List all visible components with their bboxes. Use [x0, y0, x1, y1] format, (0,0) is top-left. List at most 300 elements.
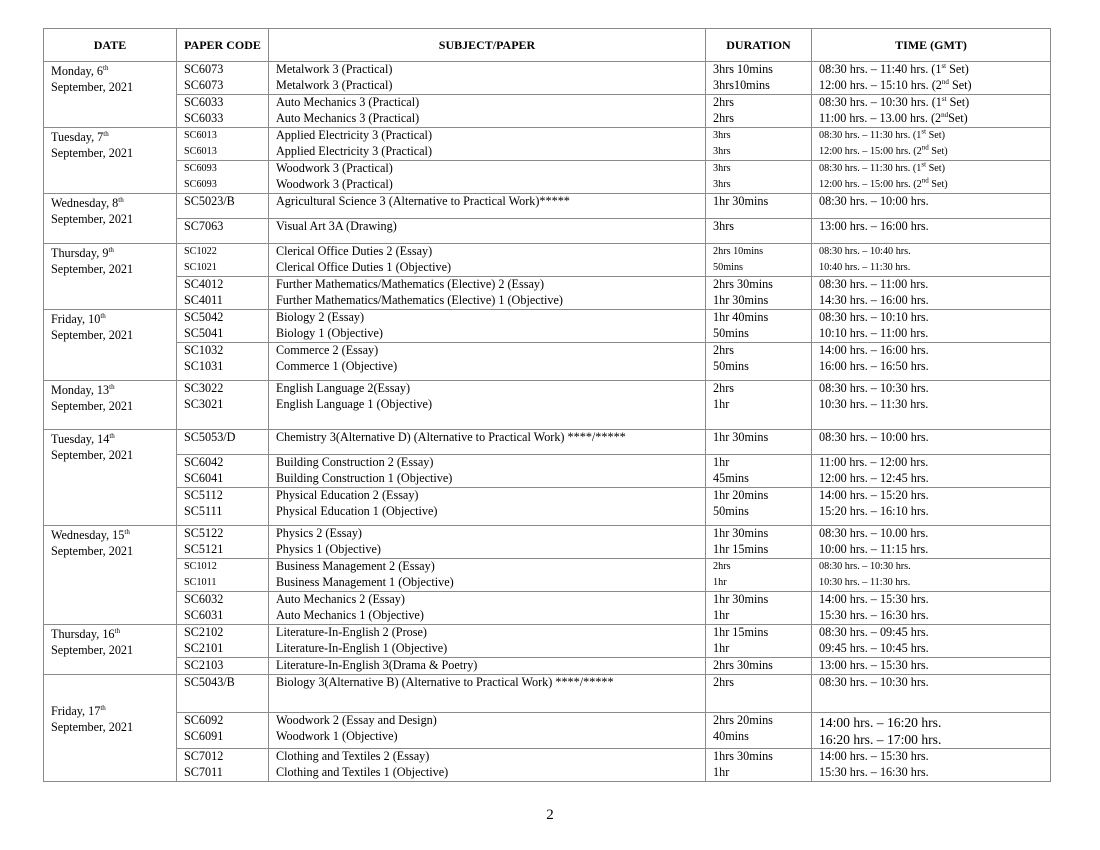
header-subject: SUBJECT/PAPER [269, 29, 706, 62]
time-range [819, 359, 1050, 375]
date-day [51, 703, 176, 719]
time-text: 08:30 hrs. – 10:30 hrs. [819, 381, 929, 395]
duration-value: 1hr 20mins [713, 488, 769, 502]
duration-cell [706, 526, 812, 559]
paper-code-cell [177, 277, 269, 310]
time-cell [812, 713, 1051, 749]
time-text: 12:00 hrs. – 12:45 hrs. [819, 470, 929, 485]
duration-value: 1hr 30mins [713, 430, 769, 444]
time-range [819, 144, 1050, 160]
paper-code: SC6092 [184, 713, 224, 727]
subject-name: Auto Mechanics 3 (Practical) [276, 110, 420, 125]
subject-name: Building Construction 1 (Objective) [276, 470, 453, 485]
date-month-year: September, 2021 [51, 544, 134, 558]
duration-cell [706, 161, 812, 194]
session-row [44, 430, 1051, 455]
time-cell [812, 310, 1051, 343]
subject-cell [269, 713, 706, 749]
time-range [819, 260, 1050, 276]
paper-code-cell [177, 244, 269, 277]
set-ordinal: st [921, 127, 927, 136]
duration-value: 2hrs [713, 95, 734, 109]
exam-timetable [43, 28, 1051, 782]
time-range [819, 397, 1050, 413]
subject-name: Woodwork 2 (Essay and Design) [276, 713, 437, 727]
paper-code: SC6032 [184, 592, 224, 606]
paper-code-cell [177, 161, 269, 194]
paper-code: SC5043/B [184, 675, 235, 689]
subject-cell [269, 592, 706, 625]
time-text: 10:30 hrs. – 11:30 hrs. [819, 396, 929, 411]
date-month-year: September, 2021 [51, 262, 134, 276]
session-row [44, 675, 1051, 713]
page-number: 2 [546, 807, 554, 823]
time-range [819, 765, 1050, 781]
time-text: 08:30 hrs. – 11:30 hrs. (1 [819, 130, 922, 141]
date-cell [44, 128, 177, 194]
paper-code-cell [177, 488, 269, 526]
time-range [819, 542, 1050, 558]
duration-cell [706, 128, 812, 161]
time-range [819, 293, 1050, 309]
header-time: TIME (GMT) [812, 29, 1051, 62]
time-range [819, 559, 1050, 575]
duration-value: 2hrs [713, 561, 731, 572]
set-label: Set) [946, 62, 969, 76]
date-day-text: Tuesday, 7 [51, 130, 104, 144]
subject-name: Physics 1 (Objective) [276, 541, 381, 556]
duration-value: 2hrs [713, 343, 734, 357]
subject-cell [269, 658, 706, 675]
subject-cell [269, 430, 706, 455]
paper-code: SC4011 [184, 292, 223, 307]
date-ordinal: th [109, 431, 115, 440]
time-text: 08:30 hrs. – 11:00 hrs. [819, 277, 929, 291]
time-text: 14:00 hrs. – 16:20 hrs. [819, 715, 942, 730]
date-day-text: Thursday, 16 [51, 627, 115, 641]
date-month-year: September, 2021 [51, 643, 134, 657]
session-row [44, 488, 1051, 526]
time-text: 11:00 hrs. – 13.00 hrs. (2 [819, 110, 942, 125]
subject-cell [269, 219, 706, 244]
date-ordinal: th [118, 195, 124, 204]
time-text: 12:00 hrs. – 15:10 hrs. (2 [819, 77, 942, 92]
session-row [44, 381, 1051, 430]
time-range [819, 658, 1050, 674]
duration-value: 1hr 30mins [713, 592, 769, 606]
session-row [44, 749, 1051, 782]
set-label: Set) [928, 146, 948, 157]
paper-code: SC7012 [184, 749, 224, 763]
paper-code-cell [177, 713, 269, 749]
time-cell [812, 675, 1051, 713]
time-range [819, 488, 1050, 504]
time-range [819, 95, 1050, 111]
subject-name: Auto Mechanics 2 (Essay) [276, 592, 405, 606]
duration-value: 1hr 15mins [713, 625, 769, 639]
session-row [44, 219, 1051, 244]
duration-cell [706, 658, 812, 675]
time-range [819, 504, 1050, 520]
subject-name: Clothing and Textiles 2 (Essay) [276, 749, 430, 763]
subject-name: Agricultural Science 3 (Alternative to Practical Work)***** [276, 194, 570, 208]
date-day [51, 63, 176, 79]
duration-value: 40mins [713, 728, 749, 743]
paper-code-cell [177, 625, 269, 658]
date-day-text: Thursday, 9 [51, 246, 109, 260]
duration-value: 2hrs 30mins [713, 658, 773, 672]
session-row [44, 625, 1051, 658]
duration-cell [706, 713, 812, 749]
duration-cell [706, 343, 812, 381]
date-ordinal: th [100, 311, 106, 320]
time-cell [812, 749, 1051, 782]
paper-code-cell [177, 194, 269, 219]
paper-code: SC5041 [184, 325, 224, 340]
duration-value: 50mins [713, 358, 749, 373]
duration-value: 1hr 30mins [713, 194, 769, 208]
paper-code-cell [177, 95, 269, 128]
time-range [819, 455, 1050, 471]
subject-name: Metalwork 3 (Practical) [276, 77, 393, 92]
session-row [44, 592, 1051, 625]
subject-cell [269, 244, 706, 277]
date-day [51, 431, 176, 447]
time-text: 08:30 hrs. – 11:30 hrs. (1 [819, 163, 922, 174]
duration-value: 1hr 30mins [713, 292, 769, 307]
subject-name: Woodwork 1 (Objective) [276, 728, 398, 743]
paper-code: SC1021 [184, 262, 217, 273]
duration-value: 2hrs 20mins [713, 713, 773, 727]
time-range [819, 731, 1050, 748]
date-month-year: September, 2021 [51, 720, 134, 734]
subject-name: Literature-In-English 2 (Prose) [276, 625, 427, 639]
duration-value: 50mins [713, 503, 749, 518]
subject-cell [269, 277, 706, 310]
time-text: 14:30 hrs. – 16:00 hrs. [819, 292, 929, 307]
subject-cell [269, 559, 706, 592]
paper-code: SC2103 [184, 658, 224, 672]
time-cell [812, 559, 1051, 592]
time-text: 08:30 hrs. – 10.00 hrs. [819, 526, 929, 540]
header-paper-code: PAPER CODE [177, 29, 269, 62]
date-cell [44, 625, 177, 675]
date-month-year: September, 2021 [51, 212, 134, 226]
paper-code: SC1011 [184, 577, 217, 588]
time-range [819, 277, 1050, 293]
time-text: 12:00 hrs. – 15:00 hrs. (2 [819, 146, 922, 157]
duration-value: 3hrs 10mins [713, 62, 773, 76]
time-cell [812, 277, 1051, 310]
time-text: 08:30 hrs. – 10:30 hrs. [819, 561, 911, 572]
set-ordinal: nd [941, 77, 949, 86]
duration-value: 1hr 30mins [713, 526, 769, 540]
paper-code-cell [177, 675, 269, 713]
subject-cell [269, 310, 706, 343]
duration-cell [706, 95, 812, 128]
paper-code-cell [177, 430, 269, 455]
duration-value: 1hr [713, 455, 730, 469]
time-text: 10:00 hrs. – 11:15 hrs. [819, 541, 929, 556]
subject-name: Physical Education 2 (Essay) [276, 488, 419, 502]
date-cell [44, 675, 177, 782]
subject-name: English Language 1 (Objective) [276, 396, 433, 411]
duration-cell [706, 194, 812, 219]
paper-code: SC6073 [184, 77, 224, 92]
duration-cell [706, 455, 812, 488]
paper-code: SC7011 [184, 764, 223, 779]
paper-code-cell [177, 559, 269, 592]
time-range [819, 592, 1050, 608]
time-range [819, 641, 1050, 657]
duration-cell [706, 749, 812, 782]
time-range [819, 381, 1050, 397]
time-text: 14:00 hrs. – 16:00 hrs. [819, 343, 929, 357]
duration-value: 3hrs10mins [713, 77, 770, 92]
set-label: Set) [928, 179, 948, 190]
paper-code: SC5112 [184, 488, 223, 502]
date-day [51, 382, 176, 398]
set-label: Set) [926, 163, 945, 174]
time-text: 08:30 hrs. – 10:30 hrs. [819, 675, 929, 689]
time-range [819, 326, 1050, 342]
time-cell [812, 381, 1051, 430]
time-text: 11:00 hrs. – 12:00 hrs. [819, 455, 929, 469]
paper-code-cell [177, 219, 269, 244]
duration-value: 50mins [713, 325, 749, 340]
subject-cell [269, 343, 706, 381]
date-month-year: September, 2021 [51, 146, 134, 160]
time-cell [812, 161, 1051, 194]
time-text: 14:00 hrs. – 15:30 hrs. [819, 749, 929, 763]
time-text: 10:10 hrs. – 11:00 hrs. [819, 325, 929, 340]
date-ordinal: th [103, 63, 109, 72]
time-range [819, 749, 1050, 765]
time-range [819, 625, 1050, 641]
time-text: 08:30 hrs. – 10:30 hrs. (1 [819, 95, 942, 109]
duration-value: 1hrs 30mins [713, 749, 773, 763]
duration-value: 1hr 15mins [713, 541, 769, 556]
subject-name: English Language 2(Essay) [276, 381, 411, 395]
subject-cell [269, 62, 706, 95]
subject-name: Biology 3(Alternative B) (Alternative to Practical Work) ****/***** [276, 675, 614, 689]
time-cell [812, 95, 1051, 128]
duration-value: 2hrs [713, 110, 734, 125]
paper-code-cell [177, 310, 269, 343]
session-row [44, 128, 1051, 161]
time-text: 13:00 hrs. – 15:30 hrs. [819, 658, 929, 672]
duration-value: 1hr [713, 640, 730, 655]
duration-cell [706, 277, 812, 310]
subject-cell [269, 161, 706, 194]
duration-cell [706, 675, 812, 713]
date-day-text: Monday, 13 [51, 383, 110, 397]
date-day-text: Tuesday, 14 [51, 432, 110, 446]
time-cell [812, 658, 1051, 675]
duration-cell [706, 310, 812, 343]
time-text: 14:00 hrs. – 15:20 hrs. [819, 488, 929, 502]
duration-value: 3hrs [713, 179, 731, 190]
time-text: 08:30 hrs. – 10:10 hrs. [819, 310, 929, 324]
duration-cell [706, 488, 812, 526]
time-text: 08:30 hrs. – 10:00 hrs. [819, 194, 929, 208]
duration-cell [706, 381, 812, 430]
time-range [819, 244, 1050, 260]
date-ordinal: th [109, 382, 115, 391]
date-cell [44, 381, 177, 430]
time-cell [812, 343, 1051, 381]
session-row [44, 713, 1051, 749]
duration-cell [706, 430, 812, 455]
session-row [44, 62, 1051, 95]
time-text: 08:30 hrs. – 10:40 hrs. [819, 246, 911, 257]
time-cell [812, 526, 1051, 559]
paper-code: SC1032 [184, 343, 224, 357]
set-ordinal: st [921, 160, 927, 169]
paper-code: SC6091 [184, 728, 224, 743]
session-row [44, 658, 1051, 675]
date-month-year: September, 2021 [51, 448, 134, 462]
paper-code: SC3022 [184, 381, 224, 395]
date-cell [44, 526, 177, 625]
paper-code: SC5122 [184, 526, 224, 540]
time-range [819, 78, 1050, 94]
duration-value: 45mins [713, 470, 749, 485]
duration-value: 1hr [713, 577, 727, 588]
subject-name: Further Mathematics/Mathematics (Elective) 2 (Essay) [276, 277, 545, 291]
duration-value: 1hr [713, 607, 730, 622]
paper-code: SC1012 [184, 561, 217, 572]
time-cell [812, 592, 1051, 625]
date-day [51, 527, 176, 543]
paper-code: SC5121 [184, 541, 224, 556]
date-month-year: September, 2021 [51, 80, 134, 94]
subject-cell [269, 95, 706, 128]
time-cell [812, 430, 1051, 455]
time-text: 13:00 hrs. – 16:00 hrs. [819, 219, 929, 233]
set-ordinal: nd [941, 110, 949, 119]
duration-value: 2hrs [713, 381, 734, 395]
paper-code-cell [177, 343, 269, 381]
header-row [44, 29, 1051, 62]
time-range [819, 161, 1050, 177]
subject-name: Applied Electricity 3 (Practical) [276, 143, 433, 158]
subject-name: Auto Mechanics 3 (Practical) [276, 95, 420, 109]
session-row [44, 526, 1051, 559]
subject-name: Metalwork 3 (Practical) [276, 62, 393, 76]
session-row [44, 194, 1051, 219]
subject-name: Clothing and Textiles 1 (Objective) [276, 764, 449, 779]
date-day [51, 311, 176, 327]
date-cell [44, 62, 177, 128]
time-range [819, 194, 1050, 210]
time-range [819, 526, 1050, 542]
date-cell [44, 194, 177, 244]
set-ordinal: st [941, 94, 947, 103]
paper-code: SC2102 [184, 625, 224, 639]
subject-name: Applied Electricity 3 (Practical) [276, 128, 433, 142]
date-month-year: September, 2021 [51, 328, 134, 342]
subject-cell [269, 625, 706, 658]
time-text: 08:30 hrs. – 10:00 hrs. [819, 430, 929, 444]
date-month-year: September, 2021 [51, 399, 134, 413]
time-cell [812, 128, 1051, 161]
date-ordinal: th [114, 626, 120, 635]
duration-value: 2hrs 10mins [713, 246, 764, 257]
subject-name: Literature-In-English 1 (Objective) [276, 640, 448, 655]
duration-cell [706, 62, 812, 95]
time-text: 08:30 hrs. – 09:45 hrs. [819, 625, 929, 639]
duration-value: 1hr [713, 396, 730, 411]
set-label: Set) [946, 95, 970, 109]
duration-value: 3hrs [713, 146, 731, 157]
set-ordinal: nd [921, 176, 929, 185]
date-day [51, 195, 176, 211]
date-day [51, 626, 176, 642]
paper-code-cell [177, 455, 269, 488]
set-ordinal: st [941, 61, 947, 70]
session-row [44, 161, 1051, 194]
header-date: DATE [44, 29, 177, 62]
date-cell [44, 244, 177, 310]
time-text: 15:20 hrs. – 16:10 hrs. [819, 503, 929, 518]
subject-name: Commerce 1 (Objective) [276, 358, 398, 373]
date-cell [44, 430, 177, 526]
subject-cell [269, 675, 706, 713]
timetable-body [44, 62, 1051, 782]
duration-value: 2hrs 30mins [713, 277, 773, 291]
time-range [819, 430, 1050, 446]
time-text: 15:30 hrs. – 16:30 hrs. [819, 764, 929, 779]
paper-code: SC5042 [184, 310, 224, 324]
session-row [44, 343, 1051, 381]
date-ordinal: th [103, 129, 109, 138]
time-cell [812, 455, 1051, 488]
time-range [819, 675, 1050, 691]
subject-cell [269, 526, 706, 559]
date-day-text: Friday, 10 [51, 312, 101, 326]
subject-name: Biology 2 (Essay) [276, 310, 365, 324]
time-text: 10:30 hrs. – 11:30 hrs. [819, 577, 911, 588]
subject-name: Clerical Office Duties 2 (Essay) [276, 244, 433, 258]
set-label: Set) [948, 110, 968, 125]
date-day-text: Friday, 17 [51, 704, 101, 718]
date-day [51, 245, 176, 261]
time-text: 16:20 hrs. – 17:00 hrs. [819, 732, 942, 747]
time-range [819, 128, 1050, 144]
paper-code: SC7063 [184, 219, 224, 233]
time-range [819, 608, 1050, 624]
session-row [44, 559, 1051, 592]
paper-code: SC5023/B [184, 194, 235, 208]
duration-cell [706, 219, 812, 244]
set-ordinal: nd [921, 143, 929, 152]
time-cell [812, 194, 1051, 219]
date-ordinal: th [108, 245, 114, 254]
time-range [819, 62, 1050, 78]
paper-code: SC6093 [184, 179, 217, 190]
date-day-text: Monday, 6 [51, 64, 104, 78]
time-range [819, 575, 1050, 591]
subject-name: Further Mathematics/Mathematics (Elective) 1 (Objective) [276, 292, 563, 307]
subject-cell [269, 488, 706, 526]
subject-name: Chemistry 3(Alternative D) (Alternative to Practical Work) ****/***** [276, 430, 626, 444]
duration-cell [706, 625, 812, 658]
paper-code: SC5053/D [184, 430, 236, 444]
time-text: 16:00 hrs. – 16:50 hrs. [819, 358, 929, 373]
paper-code-cell [177, 749, 269, 782]
session-row [44, 95, 1051, 128]
